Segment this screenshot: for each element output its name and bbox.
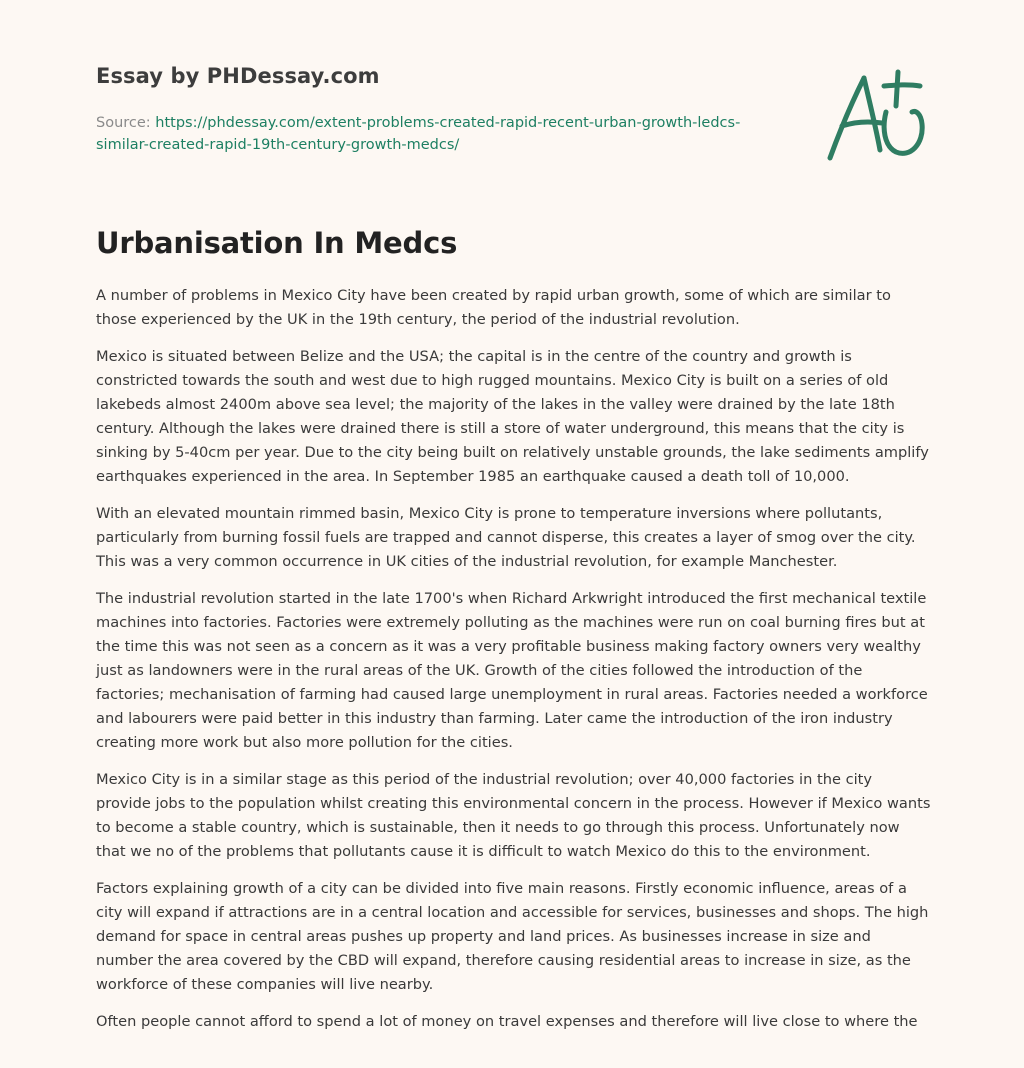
essay-paragraph: Mexico is situated between Belize and the USA; the capital is in the centre of the country and growth is constricted towards the south and west due to high rugged mountains. Mexico City is built on a series of old lakebeds almost 2400m above sea level; the majority of the lakes in the valley were drained by the late 18th century. Although the lakes were drained there is still a store of water underground, this means that the city is sinking by 5-40cm per year. Due to the city being built on relatively unstable grounds, the lake sediments amplify earthquakes experienced in the area. In September 1985 an earthquake caused a death toll of 10,000. <box>96 348 929 485</box>
essay-paragraph: With an elevated mountain rimmed basin, Mexico City is prone to temperature inversions where pollutants, particularly from burning fossil fuels are trapped and cannot disperse, this creates a layer of smog over the city. This was a very common occurrence in UK cities of the industrial revolution, for example Manchester. <box>96 505 916 570</box>
essay-paragraph: Often people cannot afford to spend a lot of money on travel expenses and therefore will live close to where the <box>96 1013 918 1030</box>
site-brand[interactable]: Essay by PHDessay.com <box>96 64 380 88</box>
essay-body <box>96 284 931 1047</box>
source-label: Source: <box>96 115 156 131</box>
essay-paragraph: Factors explaining growth of a city can be divided into five main reasons. Firstly economic influence, areas of a city will expand if attractions are in a central location and accessible for services, businesses and shops. The high demand for space in central areas pushes up property and land prices. As businesses increase in size and number the area covered by the CBD will expand, therefore causing residential areas to increase in size, as the workforce of these companies will live nearby. <box>96 880 929 993</box>
source-line <box>96 112 746 156</box>
a-plus-grade-icon <box>824 66 930 168</box>
essay-paragraph: The industrial revolution started in the late 1700's when Richard Arkwright introduced the first mechanical textile machines into factories. Factories were extremely polluting as the machines were run on coal burning fires but at the time this was not seen as a concern as it was a very profitable business making factory owners very wealthy just as landowners were in the rural areas of the UK. Growth of the cities followed the introduction of the factories; mechanisation of farming had caused large unemployment in rural areas. Factories needed a workforce and labourers were paid better in this industry than farming. Later came the introduction of the iron industry creating more work but also more pollution for the cities. <box>96 590 928 751</box>
essay-paragraph: Mexico City is in a similar stage as this period of the industrial revolution; over 40,000 factories in the city provide jobs to the population whilst creating this environmental concern in the process. However if Mexico wants to become a stable country, which is sustainable, then it needs to go through this process. Unfortunately now that we no of the problems that pollutants cause it is difficult to watch Mexico do this to the environment. <box>96 771 931 860</box>
essay-title: Urbanisation In Medcs <box>96 226 458 260</box>
source-link[interactable]: https://phdessay.com/extent-problems-created-rapid-recent-urban-growth-ledcs-similar-created-rapid-19th-century-growth-medcs/ <box>96 115 741 153</box>
essay-paragraph: A number of problems in Mexico City have been created by rapid urban growth, some of which are similar to those experienced by the UK in the 19th century, the period of the industrial revolution. <box>96 287 891 328</box>
